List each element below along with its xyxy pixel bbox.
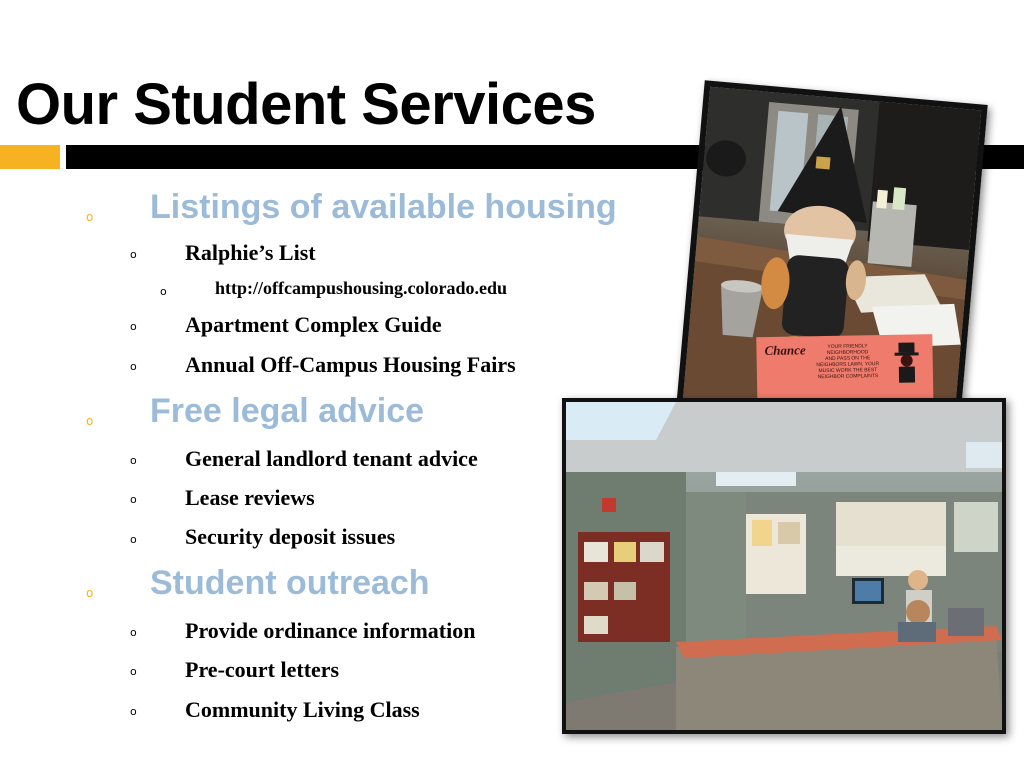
bullet-marker: o — [86, 210, 94, 224]
chance-card-line: NEIGHBOR COMPLAINTS — [817, 373, 879, 381]
monopoly-man-icon — [888, 340, 925, 387]
chance-card-line: MUSIC WORK THE BEST — [818, 367, 878, 375]
slide-title: Our Student Services — [16, 72, 596, 137]
chance-card-line: YOUR FRIENDLY NEIGHBORHOOD — [826, 343, 869, 356]
bullet-marker: o — [130, 454, 137, 467]
bullet-marker: o — [130, 493, 137, 506]
bullet-list: o Listings of available housing o Ralphie’s List o http://offcampushousing.colorado.edu o Apartment Complex Guide o Annual Off-Campus Housing Fairs o Free legal advice o General landlord tenant advice o Lease reviews o Security deposit issues o Student outreach o Provide ordinance information o Pre-court letters o Community Living Class — [86, 188, 617, 722]
chance-card-heading: Chance — [764, 342, 806, 359]
bullet-marker: o — [130, 533, 137, 546]
office-reception-illustration — [566, 402, 1002, 730]
bullet-marker: o — [86, 414, 94, 428]
bullet-marker: o — [130, 320, 137, 333]
bullet-marker: o — [160, 285, 167, 298]
chance-card-line: AND PASS ON THE — [825, 355, 871, 363]
bullet-marker: o — [130, 665, 137, 678]
office-reception-photo — [562, 398, 1006, 734]
chance-card-line: NEIGHBORS LAWN, YOUR — [816, 361, 880, 369]
bullet-marker: o — [86, 586, 94, 600]
bullet-marker: o — [130, 705, 137, 718]
bullet-marker: o — [130, 626, 137, 639]
bullet-marker: o — [130, 248, 137, 261]
bullet-marker: o — [130, 360, 137, 373]
